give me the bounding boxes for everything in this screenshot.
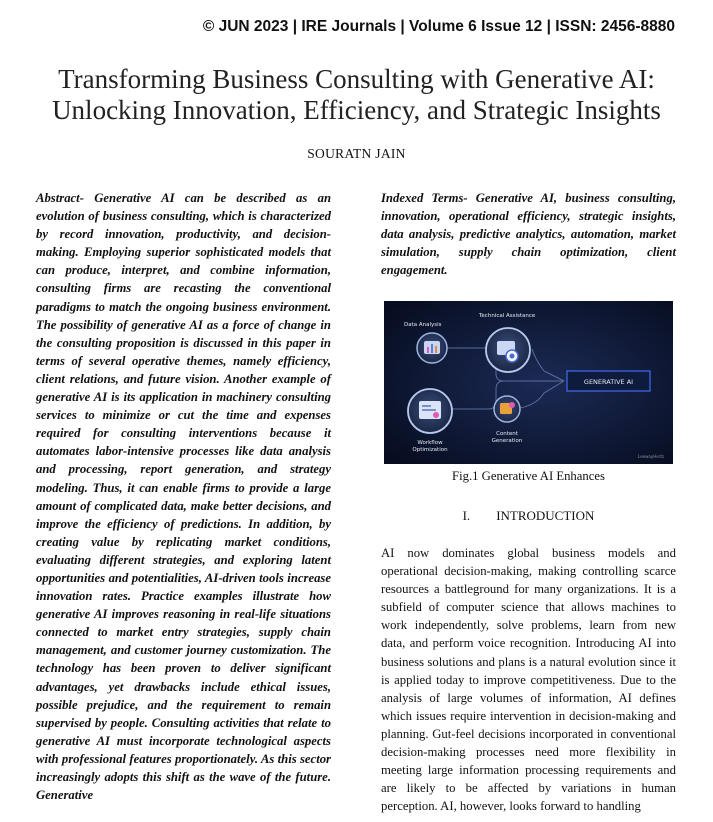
data-analysis-node xyxy=(417,333,447,363)
title-line-1: Transforming Business Consulting with Generative AI: xyxy=(58,64,655,94)
title-line-2: Unlocking Innovation, Efficiency, and Strategic Insights xyxy=(52,95,661,125)
figure-diagram xyxy=(384,301,673,464)
content-generation-node xyxy=(494,396,520,422)
label-technical-assistance: Technical Assistance xyxy=(479,313,536,319)
figure-watermark: LeewayHertz xyxy=(638,454,664,459)
section-heading-introduction xyxy=(381,508,676,524)
right-column xyxy=(381,189,676,279)
label-content-line-1: Content xyxy=(496,431,518,437)
section-title: INTRODUCTION xyxy=(496,508,595,523)
introduction-text: AI now dominates global business models and operational decision-making, making controlling scarce resources a battleground for many organizations. It is a subfield of computer science that allows machines to work independently, solve problems, learn from new data, and perform voice recognition. Introducing AI into business solutions and plans is a natural evolution since it is applied today to improve competitiveness. Due to the analysis of large volumes of information, AI defines which issues require intervention in decision-making and planning. Gut-feel decisions incorporated in conventional decision-making processes need more flexibility in meeting large information processing requirements and are likely to be affected by variations in human perception. AI, however, looks forward to handling xyxy=(381,546,676,814)
indexed-terms: Indexed Terms- Generative AI, business consulting, innovation, operational efficiency, strategic insights, data analysis, predictive analytics, automation, market simulation, supply chain optimization, client engagement. xyxy=(381,191,676,278)
technical-assistance-node xyxy=(486,328,530,372)
label-generative-ai: GENERATIVE AI xyxy=(583,378,634,386)
label-content-line-2: Generation xyxy=(491,438,523,444)
label-workflow-line-1: Workflow xyxy=(417,440,443,446)
figure-generative-ai xyxy=(384,301,673,464)
label-data-analysis: Data Analysis xyxy=(404,322,442,328)
paper-title xyxy=(0,64,713,126)
left-column xyxy=(36,189,331,804)
figure-caption: Fig.1 Generative AI Enhances xyxy=(452,469,605,483)
author-name: SOURATN JAIN xyxy=(307,146,406,161)
label-workflow-line-2: Optimization xyxy=(412,447,448,453)
journal-header: © JUN 2023 | IRE Journals | Volume 6 Issue 12 | ISSN: 2456-8880 xyxy=(202,18,675,35)
abstract-text: Abstract- Generative AI can be described as an evolution of business consulting, which is characterized by record innovation, productivity, and decision-making. Employing superior sophisticated models that can produce, interpret, and combine information, consulting firms are recasting the conventional paradigms to match the ongoing business environment. The possibility of generative AI as a force of change in the consulting proposition is discussed in this paper in terms of several operative themes, namely efficiency, client relations, and future vision. Another example of generative AI is its application in machinery consulting services to minimize or cut the time and expenses required for consulting interventions because it automates labor-intensive processes like data analysis and processing, report generation, and strategy modeling. Thus, it can enable firms to provide a large amount of complicated data, make better decisions, and improve the efficiency of predictions. In addition, by creating value by replicating market conditions, evaluating different strategies, and exploring latent opportunities and potentialities, AI-driven tools increase innovation rates. Practice examples illustrate how generative AI improves reasoning in real-life situations connected to market entry strategies, supply chain management, and customer journey customization. The technology has been proven to deliver significant advantages, yet drawbacks include ethical issues, possible prejudice, and the requirement to remain supervised by people. Consulting activities that relate to generative AI must incorporate technological aspects with professional features proportionately. As this sector increasingly adopts this shift as the wave of the future. Generative xyxy=(36,191,331,803)
workflow-optimization-node xyxy=(408,389,452,433)
section-number: I. xyxy=(462,508,471,523)
